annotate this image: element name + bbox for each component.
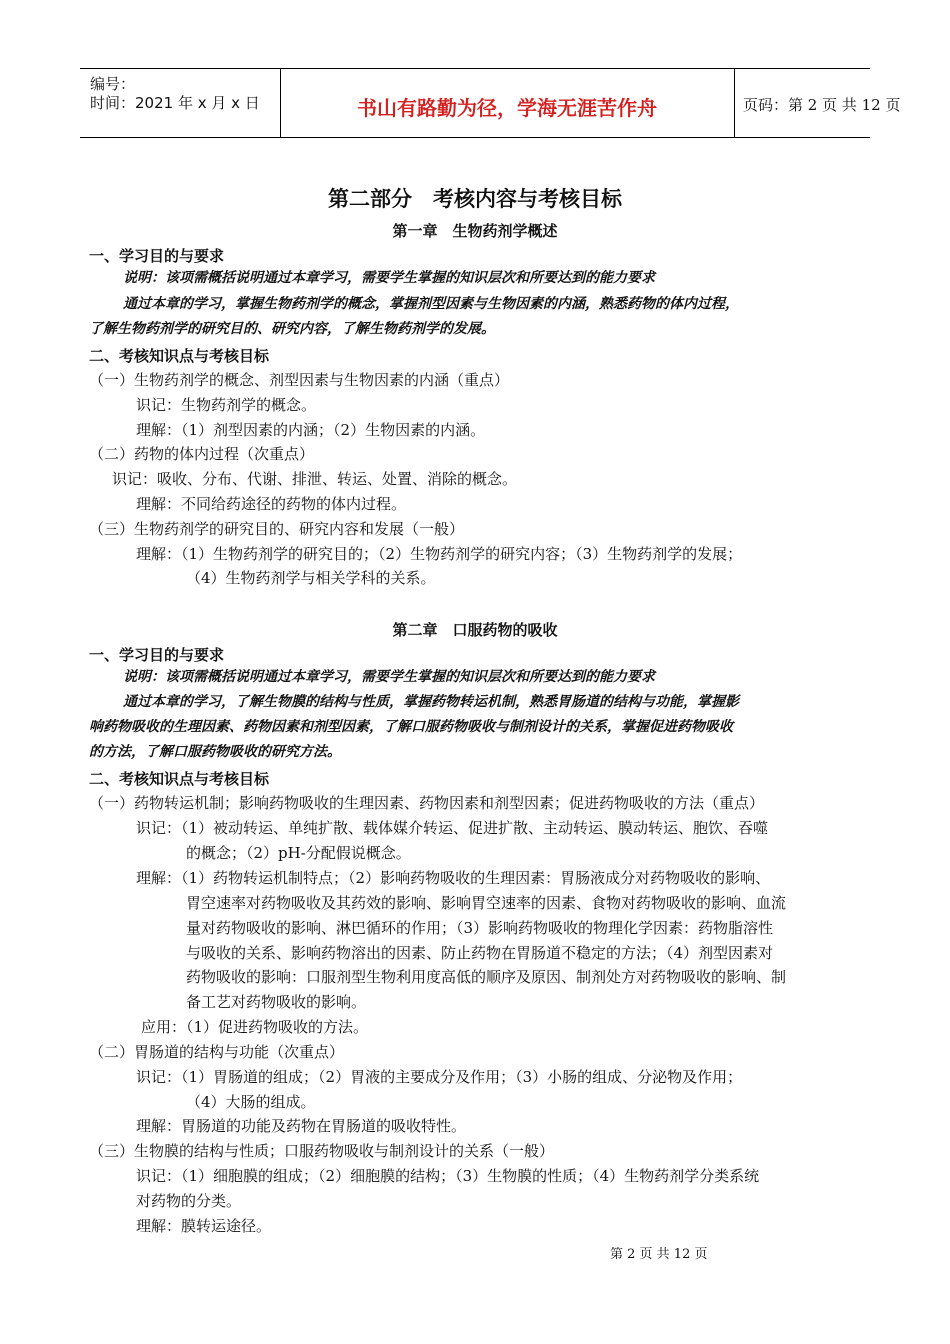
ch2-note: 说明：该项需概括说明通过本章学习，需要学生掌握的知识层次和所要达到的能力要求 bbox=[123, 669, 655, 685]
ch2-section-knowledge: 二、考核知识点与考核目标 bbox=[89, 770, 270, 788]
ch2-item-1-understand-6: 备工艺对药物吸收的影响。 bbox=[186, 993, 367, 1011]
chapter-1-heading: 第一章 生物药剂学概述 bbox=[392, 222, 558, 240]
ch1-item-2: （二）药物的体内过程（次重点） bbox=[89, 445, 315, 463]
ch2-item-2-understand: 理解：胃肠道的功能及药物在胃肠道的吸收特性。 bbox=[136, 1117, 467, 1135]
ch2-item-3-recall-2: 对药物的分类。 bbox=[136, 1192, 242, 1210]
header-left-cell bbox=[80, 69, 281, 137]
ch1-item-2-understand: 理解：不同给药途径的药物的体内过程。 bbox=[136, 495, 407, 513]
time-label: 时间：2021 年 x 月 x 日 bbox=[90, 94, 260, 112]
ch2-item-1-recall-2: 的概念；（2）pH-分配假说概念。 bbox=[186, 844, 411, 862]
ch1-item-1-understand: 理解：（1）剂型因素的内涵；（2）生物因素的内涵。 bbox=[136, 421, 486, 439]
ch2-item-1-understand-1: 理解：（1）药物转运机制特点；（2）影响药物吸收的生理因素：胃肠液成分对药物吸收的影响、 bbox=[136, 869, 771, 887]
ch2-item-1-recall-1: 识记：（1）被动转运、单纯扩散、载体媒介转运、促进扩散、主动转运、膜动转运、胞饮、吞噬 bbox=[136, 819, 769, 837]
ch1-item-3-understand-2: （4）生物药剂学与相关学科的关系。 bbox=[186, 569, 436, 587]
ch2-item-3-recall-1: 识记：（1）细胞膜的组成；（2）细胞膜的结构；（3）生物膜的性质；（4）生物药剂学分类系统 bbox=[136, 1167, 760, 1185]
ch2-item-3-understand: 理解：膜转运途径。 bbox=[136, 1217, 272, 1235]
ch2-item-2-recall-2: （4）大肠的组成。 bbox=[186, 1093, 316, 1111]
header-motto: 书山有路勤为径，学海无涯苦作舟 bbox=[357, 96, 657, 120]
ch1-para-line-1: 通过本章的学习，掌握生物药剂学的概念，掌握剂型因素与生物因素的内涵，熟悉药物的体内过程， bbox=[123, 296, 739, 312]
page-footer: 第 2 页 共 12 页 bbox=[610, 1247, 708, 1262]
ch1-item-3: （三）生物药剂学的研究目的、研究内容和发展（一般） bbox=[89, 520, 465, 538]
ch2-para-line-2: 响药物吸收的生理因素、药物因素和剂型因素，了解口服药物吸收与制剂设计的关系，掌握促进药物吸收 bbox=[89, 719, 733, 735]
ch2-item-1-understand-4: 与吸收的关系、影响药物溶出的因素、防止药物在胃肠道不稳定的方法；（4）剂型因素对 bbox=[186, 944, 774, 962]
page-title: 第二部分 考核内容与考核目标 bbox=[328, 187, 622, 211]
chapter-2-heading: 第二章 口服药物的吸收 bbox=[392, 621, 558, 639]
ch1-note: 说明：该项需概括说明通过本章学习，需要学生掌握的知识层次和所要达到的能力要求 bbox=[123, 270, 655, 286]
ch2-item-1-understand-3: 量对药物吸收的影响、淋巴循环的作用；（3）影响药物吸收的物理化学因素：药物脂溶性 bbox=[186, 919, 774, 937]
ch2-item-3: （三）生物膜的结构与性质；口服药物吸收与制剂设计的关系（一般） bbox=[89, 1142, 555, 1160]
ch1-item-2-recall: 识记：吸收、分布、代谢、排泄、转运、处置、消除的概念。 bbox=[112, 470, 518, 488]
ch2-item-2: （二）胃肠道的结构与功能（次重点） bbox=[89, 1043, 345, 1061]
ch2-para-line-3: 的方法，了解口服药物吸收的研究方法。 bbox=[89, 744, 341, 760]
header-right-cell bbox=[735, 69, 901, 137]
header-center-cell bbox=[280, 69, 735, 137]
ch1-item-1: （一）生物药剂学的概念、剂型因素与生物因素的内涵（重点） bbox=[89, 371, 510, 389]
ch2-item-1: （一）药物转运机制；影响药物吸收的生理因素、药物因素和剂型因素；促进药物吸收的方法（重点） bbox=[89, 794, 765, 812]
ch1-section-knowledge: 二、考核知识点与考核目标 bbox=[89, 347, 270, 365]
ch1-item-3-understand-1: 理解：（1）生物药剂学的研究目的；（2）生物药剂学的研究内容；（3）生物药剂学的发展； bbox=[136, 545, 743, 563]
page-header bbox=[80, 68, 901, 138]
ch2-item-1-understand-5: 药物吸收的影响：口服剂型生物利用度高低的顺序及原因、制剂处方对药物吸收的影响、制 bbox=[186, 968, 787, 986]
ch2-item-2-recall-1: 识记：（1）胃肠道的组成；（2）胃液的主要成分及作用；（3）小肠的组成、分泌物及作用； bbox=[136, 1068, 743, 1086]
ch2-item-1-understand-2: 胃空速率对药物吸收及其药效的影响、影响胃空速率的因素、食物对药物吸收的影响、血流 bbox=[186, 894, 787, 912]
ch1-item-1-recall: 识记：生物药剂学的概念。 bbox=[136, 396, 317, 414]
ch2-item-1-apply: 应用：（1）促进药物吸收的方法。 bbox=[141, 1018, 369, 1036]
header-page-label: 页码：第 2 页 共 12 页 bbox=[743, 96, 901, 114]
ch2-section-goals: 一、学习目的与要求 bbox=[89, 646, 225, 664]
number-label: 编号： bbox=[90, 75, 136, 93]
ch2-para-line-1: 通过本章的学习，了解生物膜的结构与性质，掌握药物转运机制，熟悉胃肠道的结构与功能，掌握影 bbox=[123, 694, 739, 710]
ch1-section-goals: 一、学习目的与要求 bbox=[89, 247, 225, 265]
ch1-para-line-2: 了解生物药剂学的研究目的、研究内容，了解生物药剂学的发展。 bbox=[89, 321, 495, 337]
